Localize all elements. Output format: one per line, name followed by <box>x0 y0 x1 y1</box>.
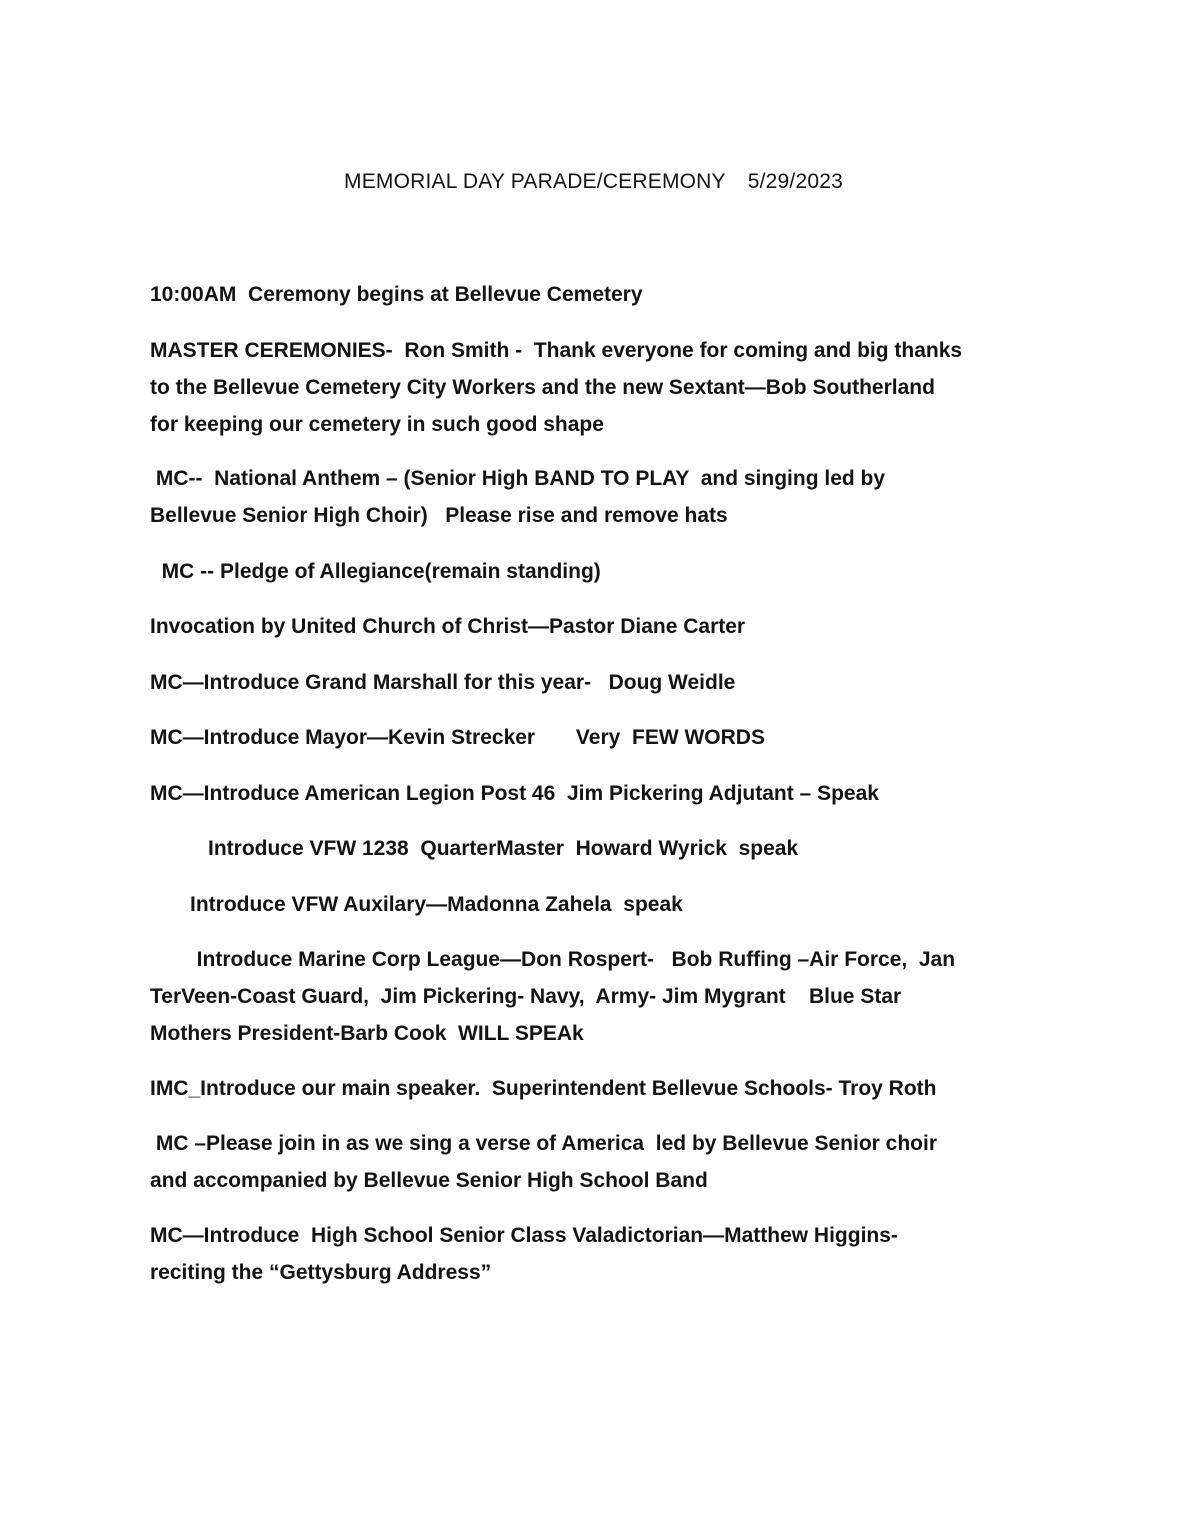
program-line: MC-- National Anthem – (Senior High BAND TO PLAY and singing led by <box>150 467 886 490</box>
program-line: Invocation by United Church of Christ—Pastor Diane Carter <box>150 615 746 638</box>
program-line: MC -- Pledge of Allegiance(remain standing) <box>150 560 601 583</box>
program-item <box>150 1217 1030 1291</box>
program-item <box>150 1070 1030 1107</box>
program-item <box>150 332 1030 443</box>
program-line: Introduce VFW 1238 QuarterMaster Howard Wyrick speak <box>208 837 799 860</box>
program-item <box>150 553 1030 590</box>
program-line: TerVeen-Coast Guard, Jim Pickering- Navy, Army- Jim Mygrant Blue Star <box>150 985 902 1008</box>
program-line: Bellevue Senior High Choir) Please rise and remove hats <box>150 504 728 527</box>
program-line: Introduce VFW Auxilary—Madonna Zahela speak <box>190 893 683 916</box>
program-item <box>150 775 1030 812</box>
program-line: Introduce Marine Corp League—Don Rospert- Bob Ruffing –Air Force, Jan <box>150 948 956 971</box>
program-item <box>150 664 1030 701</box>
document-date: 5/29/2023 <box>747 170 843 193</box>
program-line: and accompanied by Bellevue Senior High School Band <box>150 1169 708 1192</box>
program-line: IMC_Introduce our main speaker. Superintendent Bellevue Schools- Troy Roth <box>150 1077 937 1100</box>
program-item <box>150 460 1030 534</box>
document-title-row <box>0 170 1187 194</box>
program-line: MC –Please join in as we sing a verse of America led by Bellevue Senior choir <box>150 1132 938 1155</box>
program-item <box>150 719 1030 756</box>
program-item <box>150 1125 1030 1199</box>
program-line: reciting the “Gettysburg Address” <box>150 1261 492 1284</box>
program-item <box>208 830 1088 867</box>
program-item <box>150 276 1030 313</box>
program-item <box>150 608 1030 645</box>
program-line: MC—Introduce American Legion Post 46 Jim Pickering Adjutant – Speak <box>150 782 879 805</box>
program-line: for keeping our cemetery in such good shape <box>150 413 604 436</box>
program-line: MASTER CEREMONIES- Ron Smith - Thank everyone for coming and big thanks <box>150 339 963 362</box>
program-line: MC—Introduce Mayor—Kevin Strecker Very FEW WORDS <box>150 726 765 749</box>
program-line: 10:00AM Ceremony begins at Bellevue Cemetery <box>150 283 643 306</box>
page-title: MEMORIAL DAY PARADE/CEREMONY <box>344 170 726 193</box>
program-line: MC—Introduce High School Senior Class Valadictorian—Matthew Higgins- <box>150 1224 898 1247</box>
program-line: Mothers President-Barb Cook WILL SPEAk <box>150 1022 584 1045</box>
program-line: to the Bellevue Cemetery City Workers and the new Sextant—Bob Southerland <box>150 376 935 399</box>
program-item <box>190 886 1070 923</box>
program-line: MC—Introduce Grand Marshall for this year- Doug Weidle <box>150 671 736 694</box>
program-item <box>150 941 1030 1052</box>
